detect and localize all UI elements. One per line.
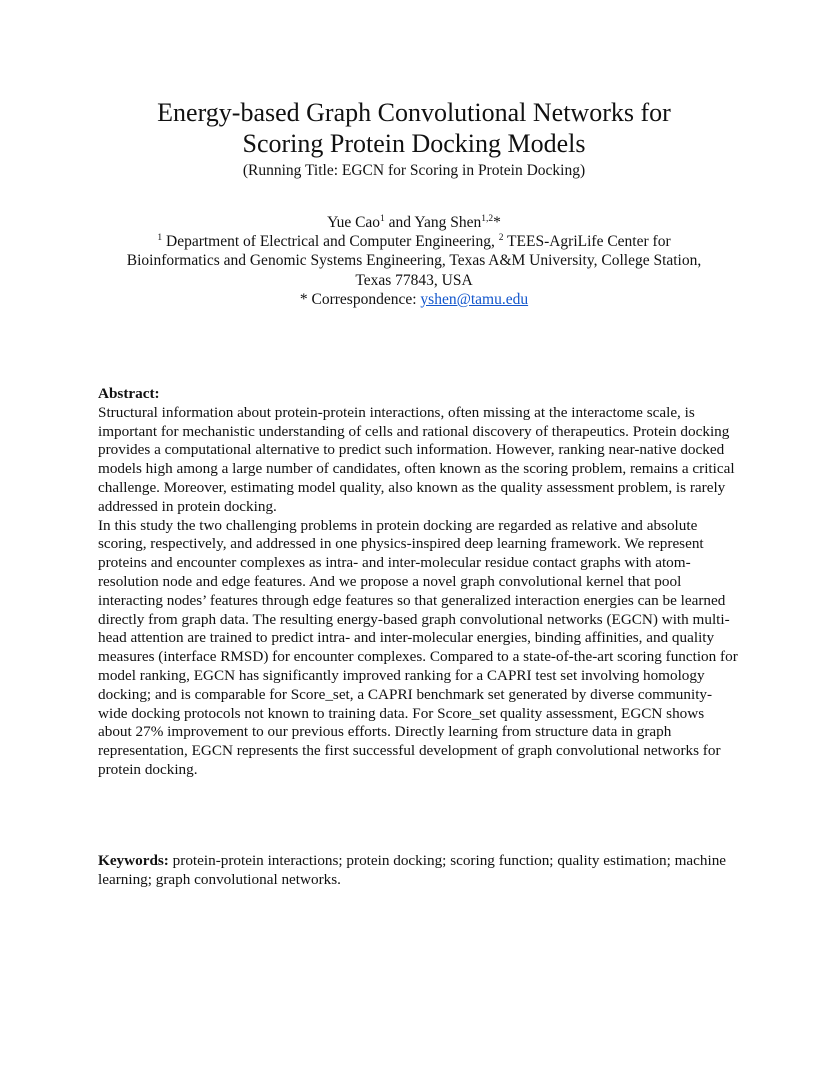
keywords-text: protein-protein interactions; protein docking; scoring function; quality estimation; machine learning; graph convolutional networks. <box>98 852 727 888</box>
title-block <box>0 97 828 181</box>
correspondence-line <box>0 290 828 309</box>
paper-title-line-1: Energy-based Graph Convolutional Networks for <box>157 98 671 127</box>
abstract-paragraph-2: In this study the two challenging problems in protein docking are regarded as relative and absolute scoring, respectively, and addressed in one physics-inspired deep learning framework. We represent proteins and encounter complexes as intra- and inter-molecular residue contact graphs with atom-resolution node and edge features. And we propose a novel graph convolutional kernel that pool interacting nodes’ features through edge features so that generalized interaction energies can be learned directly from graph data. The resulting energy-based graph convolutional networks (EGCN) with multi-head attention are trained to predict intra- and inter-molecular energies, binding affinities, and quality measures (interface RMSD) for encounter complexes. Compared to a state-of-the-art scoring function for model ranking, EGCN has significantly improved ranking for a CAPRI test set involving homology docking; and is comparable for Score_set, a CAPRI benchmark set generated by diverse community-wide docking protocols not known to training data. For Score_set quality assessment, EGCN shows about 27% improvement to our previous efforts. Directly learning from structure data in graph representation, EGCN represents the first successful development of graph convolutional networks for protein docking. <box>98 516 738 778</box>
author-line <box>0 213 828 232</box>
affiliation-2-part-1: TEES-AgriLife Center for <box>503 233 671 251</box>
abstract-section <box>98 385 738 780</box>
affiliation-2-part-3: Texas 77843, USA <box>355 271 473 289</box>
author-1-affiliation-mark: 1 <box>380 214 385 224</box>
author-2: Yang Shen <box>414 214 482 231</box>
affiliation-2-part-2: Bioinformatics and Genomic Systems Engineering, Texas A&M University, College Station, <box>126 252 702 270</box>
corresponding-author-mark: * <box>493 214 501 231</box>
keywords-label: Keywords: <box>98 852 169 869</box>
paper-title-line-2: Scoring Protein Docking Models <box>242 129 586 158</box>
affiliation-2-mark: 2 <box>498 233 504 244</box>
abstract-paragraph-1: Structural information about protein-protein interactions, often missing at the interactome scale, is important for mechanistic understanding of cells and rational discovery of therapeutics. Protein docking provides a computational alternative to predict such information. However, ranking near-native docked models high among a large number of candidates, often known as the scoring problem, remains a critical challenge. Moreover, estimating model quality, also known as the quality assessment problem, is rarely addressed in protein docking. <box>98 403 735 515</box>
authors-block <box>0 213 828 309</box>
correspondence-email-link[interactable]: yshen@tamu.edu <box>420 290 529 308</box>
author-2-affiliation-mark: 1,2 <box>481 214 494 224</box>
keywords-section <box>98 851 738 889</box>
running-title: (Running Title: EGCN for Scoring in Protein Docking) <box>242 162 586 179</box>
affiliation-1-mark: 1 <box>157 233 163 244</box>
abstract-heading: Abstract: <box>98 385 160 402</box>
correspondence-label: * Correspondence: <box>299 290 421 308</box>
author-1: Yue Cao <box>327 214 381 231</box>
affiliation-1: Department of Electrical and Computer Engineering, <box>162 233 499 251</box>
author-connector: and <box>384 214 415 231</box>
affiliation-line-1 <box>0 232 828 251</box>
